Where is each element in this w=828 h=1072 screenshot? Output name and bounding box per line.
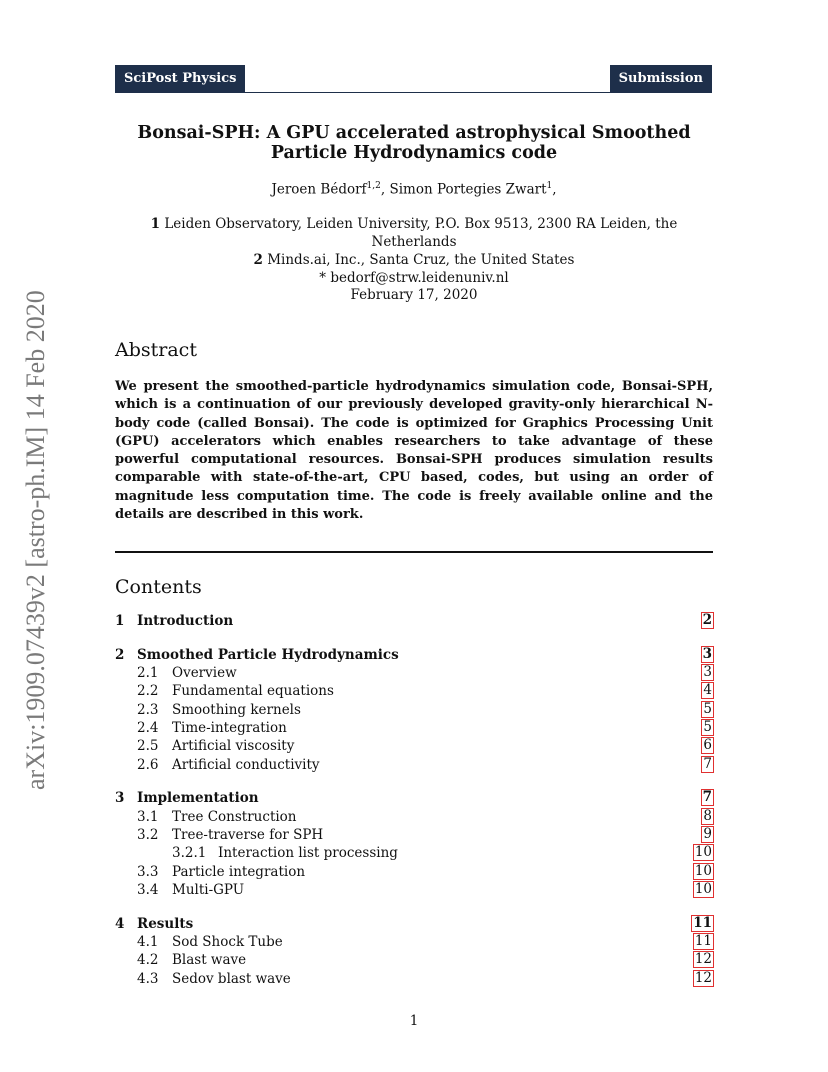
toc-page-link[interactable]: 7 xyxy=(702,789,712,806)
toc-entry[interactable] xyxy=(115,682,713,700)
toc-page-link[interactable]: 10 xyxy=(694,862,712,879)
toc-entry[interactable] xyxy=(115,701,713,719)
toc-entry-number: 2.3 xyxy=(137,701,159,718)
toc-entry[interactable] xyxy=(115,844,713,862)
toc-entry[interactable] xyxy=(115,970,713,988)
toc-entry-label: Artificial conductivity xyxy=(172,756,320,773)
toc-entry-number: 2.5 xyxy=(137,738,159,755)
toc-entry-label: Tree-traverse for SPH xyxy=(172,827,324,843)
toc-entry[interactable] xyxy=(115,719,713,737)
toc-page-link[interactable]: 11 xyxy=(693,914,712,931)
toc-entry[interactable] xyxy=(115,789,713,807)
toc-page-link[interactable]: 4 xyxy=(703,682,712,699)
affiliation-1 xyxy=(115,215,713,251)
author-2: Simon Portegies Zwart xyxy=(389,181,547,198)
toc-entry-number: 2.4 xyxy=(137,720,159,736)
toc-entry-number: 3.4 xyxy=(137,881,159,898)
toc-entry-label: Tree Construction xyxy=(172,808,297,825)
toc-entry-number: 3.3 xyxy=(137,863,159,880)
affiliations xyxy=(115,215,713,287)
arxiv-stamp[interactable] xyxy=(16,270,56,810)
toc-entry[interactable] xyxy=(115,826,713,844)
abstract-heading: Abstract xyxy=(115,339,197,361)
toc-entry[interactable] xyxy=(115,737,713,755)
paper-date: February 17, 2020 xyxy=(350,287,478,303)
toc-page-link[interactable]: 5 xyxy=(703,719,712,735)
toc-entry-label: Time-integration xyxy=(172,720,287,736)
toc-entry-number: 4.3 xyxy=(137,970,159,987)
submission-badge: Submission xyxy=(610,65,712,92)
toc-page-link[interactable]: 12 xyxy=(694,969,712,986)
toc-entry-number: 3.2.1 xyxy=(172,845,207,862)
toc-entry-label: Implementation xyxy=(137,790,259,807)
toc-entry-label: Particle integration xyxy=(172,863,306,880)
corresponding-email[interactable]: * bedorf@strw.leidenuniv.nl xyxy=(319,270,509,286)
author-1: Jeroen Bédorf xyxy=(271,181,367,198)
toc-entry-number: 1 xyxy=(115,613,125,629)
toc-entry-number: 2.2 xyxy=(137,683,159,700)
toc-page-link[interactable]: 6 xyxy=(703,737,712,754)
contents-heading: Contents xyxy=(115,576,202,598)
toc-entry[interactable] xyxy=(115,664,713,682)
toc-entry[interactable] xyxy=(115,915,713,933)
toc-entry[interactable] xyxy=(115,612,713,630)
author-2-affiliation: 1 xyxy=(546,181,553,191)
toc-entry-label: Multi-GPU xyxy=(172,881,245,898)
toc-entry-number: 2.6 xyxy=(137,756,159,773)
section-divider xyxy=(115,551,713,553)
toc-page-link[interactable]: 10 xyxy=(694,880,712,897)
toc-entry[interactable] xyxy=(115,933,713,951)
title-line-1: Bonsai-SPH: A GPU accelerated astrophysical Smoothed xyxy=(137,123,691,143)
toc-entry[interactable] xyxy=(115,646,713,664)
toc-entry-label: Sod Shock Tube xyxy=(172,934,283,950)
toc-entry-label: Blast wave xyxy=(172,952,247,969)
toc-entry-number: 2 xyxy=(115,646,125,663)
toc-entry[interactable] xyxy=(115,863,713,881)
affiliation-2 xyxy=(115,251,713,269)
toc-page-link[interactable]: 11 xyxy=(694,933,712,949)
affiliation-1-num: 1 xyxy=(150,216,161,232)
toc-entry[interactable] xyxy=(115,756,713,774)
header-rule xyxy=(115,92,712,93)
affiliation-2-text: Minds.ai, Inc., Santa Cruz, the United States xyxy=(267,252,575,268)
affiliation-1-text: Leiden Observatory, Leiden University, P.O. Box 9513, 2300 RA Leiden, the Netherlands xyxy=(164,216,678,250)
author-1-affiliation: 1,2 xyxy=(366,181,381,191)
toc-entry-label: Results xyxy=(137,915,194,932)
journal-name-badge: SciPost Physics xyxy=(115,65,245,92)
toc-page-link[interactable]: 9 xyxy=(703,826,712,842)
toc-entry-label: Smoothed Particle Hydrodynamics xyxy=(137,646,399,663)
toc-page-link[interactable]: 12 xyxy=(694,951,712,968)
toc-page-link[interactable]: 8 xyxy=(703,807,712,824)
journal-header xyxy=(115,65,712,93)
page-number: 1 xyxy=(409,1013,419,1029)
toc-entry-label: Sedov blast wave xyxy=(172,970,291,987)
toc-page-link[interactable]: 10 xyxy=(694,844,712,861)
toc-entry-label: Interaction list processing xyxy=(218,845,398,862)
toc-entry-number: 3 xyxy=(115,790,125,807)
toc-page-link[interactable]: 2 xyxy=(702,612,712,628)
toc-page-link[interactable]: 5 xyxy=(703,700,712,717)
toc-entry[interactable] xyxy=(115,808,713,826)
toc-entry-label: Introduction xyxy=(137,613,234,629)
toc-entry-label: Artificial viscosity xyxy=(172,738,295,755)
toc-page-link[interactable]: 3 xyxy=(703,664,712,681)
abstract-body: We present the smoothed-particle hydrodynamics simulation code, Bonsai-SPH, which is a continuation of our previously developed gravity-only hierarchical N-body code (called Bonsai). The code is optimized for Graphics Processing Unit (GPU) accelerators which enables researchers to take advantage of these powerful computational resources. Bonsai-SPH produces simulation results comparable with state-of-the-art, CPU based, codes, but using an order of magnitude less computation time. The code is freely available online and the details are described in this work. xyxy=(115,379,713,523)
affiliation-2-num: 2 xyxy=(253,252,263,268)
toc-entry-number: 4 xyxy=(115,915,125,932)
arxiv-stamp-text: arXiv:1909.07439v2 [astro-ph.IM] 14 Feb 2020 xyxy=(21,290,50,790)
toc-entry-number: 3.1 xyxy=(137,808,159,825)
paper-title xyxy=(115,123,713,163)
toc-page-link[interactable]: 3 xyxy=(702,645,712,662)
title-line-2: Particle Hydrodynamics code xyxy=(270,143,558,163)
toc-entry-label: Overview xyxy=(172,665,237,682)
author-list: Jeroen Bédorf$^{1,2}$, Simon Portegies Zwart$^1$, xyxy=(271,181,557,198)
toc-entry-number: 2.1 xyxy=(137,665,159,682)
toc-page-link[interactable]: 7 xyxy=(703,755,712,772)
toc-entry-number: 3.2 xyxy=(137,827,159,843)
toc-entry-label: Fundamental equations xyxy=(172,683,334,700)
toc-entry-number: 4.1 xyxy=(137,934,159,950)
toc-entry[interactable] xyxy=(115,951,713,969)
toc-entry[interactable] xyxy=(115,881,713,899)
toc-entry-number: 4.2 xyxy=(137,952,159,969)
toc-entry-label: Smoothing kernels xyxy=(172,701,301,718)
